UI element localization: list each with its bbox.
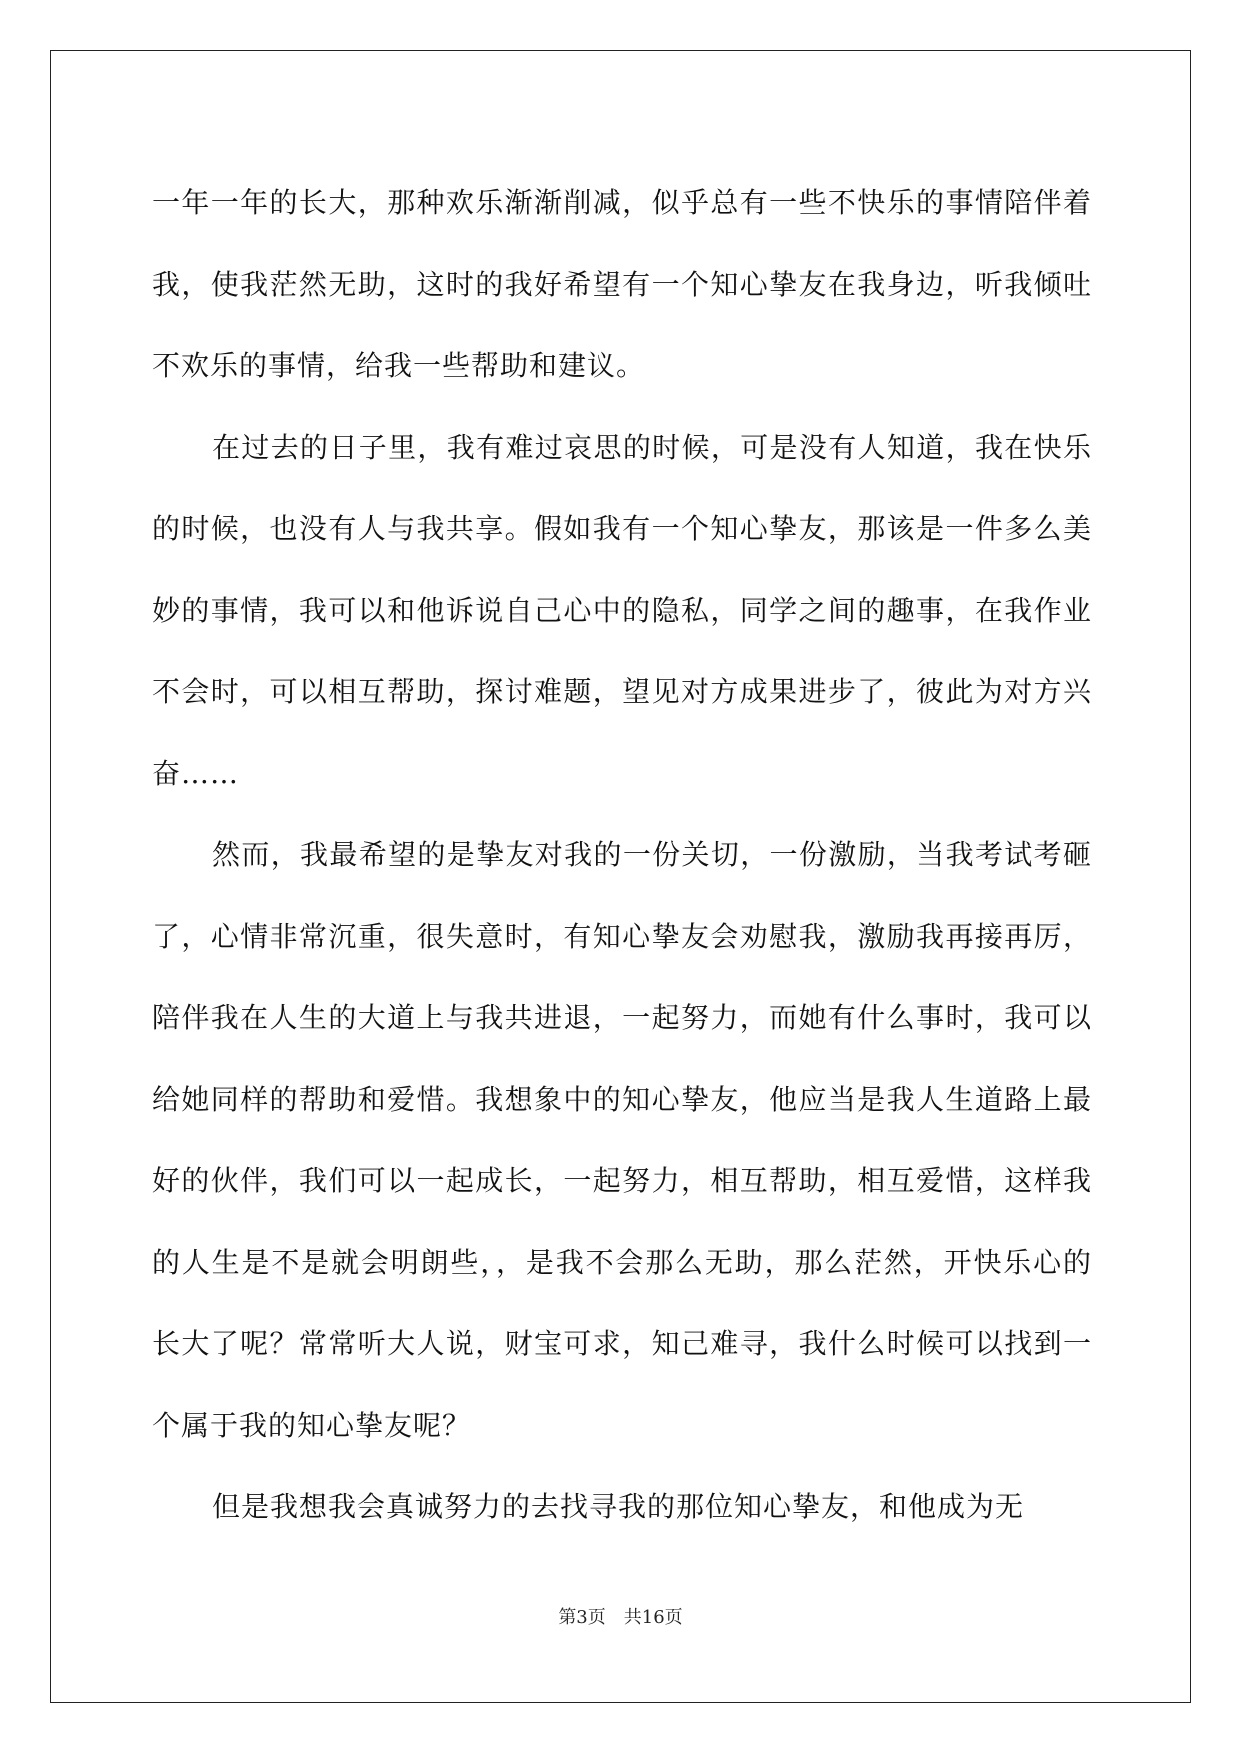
document-body [152, 162, 1092, 1548]
paragraph-4: 但是我想我会真诚努力的去找寻我的那位知心挚友，和他成为无 [212, 1490, 1025, 1523]
page-number-footer: 第3页 共16页 [558, 1607, 683, 1628]
paragraph-2: 在过去的日子里，我有难过哀思的时候，可是没有人知道，我在快乐的时候，也没有人与我共享。假如我有一个知心挚友，那该是一件多么美妙的事情，我可以和他诉说自己心中的隐私，同学之间的趣事，在我作业不会时，可以相互帮助，探讨难题，望见对方成果进步了，彼此为对方兴奋…… [152, 430, 1092, 790]
paragraph-1: 一年一年的长大，那种欢乐渐渐削减，似乎总有一些不快乐的事情陪伴着我，使我茫然无助，这时的我好希望有一个知心挚友在我身边，听我倾吐不欢乐的事情，给我一些帮助和建议。 [152, 186, 1092, 382]
paragraph-3: 然而，我最希望的是挚友对我的一份关切，一份激励，当我考试考砸了，心情非常沉重，很失意时，有知心挚友会劝慰我，激励我再接再厉，陪伴我在人生的大道上与我共进退，一起努力，而她有什么事时，我可以给她同样的帮助和爱惜。我想象中的知心挚友，他应当是我人生道路上最好的伙伴，我们可以一起成长，一起努力，相互帮助，相互爱惜，这样我的人生是不是就会明朗些，，是我不会那么无助，那么茫然，开快乐心的长大了呢？常常听大人说，财宝可求，知己难寻，我什么时候可以找到一个属于我的知心挚友呢？ [152, 838, 1092, 1442]
